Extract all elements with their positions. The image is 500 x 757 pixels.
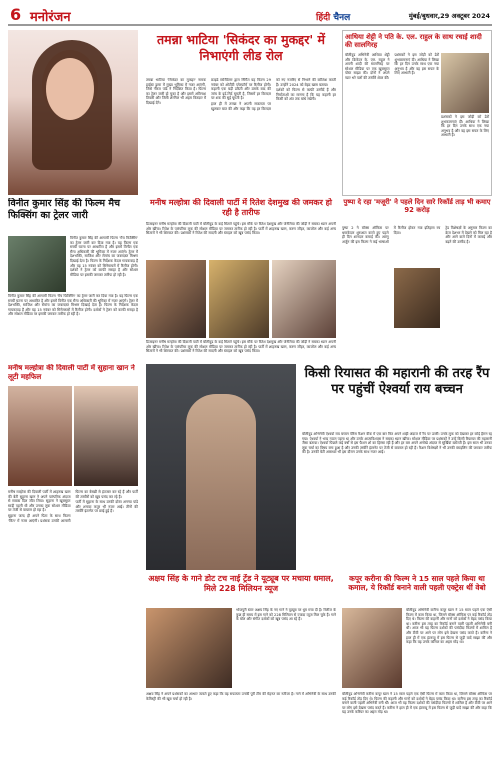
vinit-box	[8, 198, 138, 362]
athiya-box	[342, 30, 492, 196]
kapoor-headline: कपूर करीना की फिल्म ने 15 साल पहले किया था कमाल, ये रिकॉर्ड बनाने वाली पहली एक्ट्रेस थीं वेबो	[348, 574, 486, 592]
vinit-body: विनीत कुमार सिंह की आगामी फिल्म 'मैच फिक्सिंग' का ट्रेलर जारी कर दिया गया है। यह फिल्म एक सच्ची घटना पर आधारित है और इसमें विनीत एक सैन्य अधिकारी की भूमिका में नजर आएंगे। ट्रेलर में देशभक्ति, साजिश और रोमांच का जबरदस्त मिश्रण दिखाई देता है। फिल्म के निर्देशक केदार गायकवाड़ हैं और यह 15 नवंबर को सिनेमाघरों में रिलीज होगी। दर्शकों ने ट्रेलर को काफी सराहा है और सोशल मीडिया पर इसकी जमकर तारीफ हो रही है।	[70, 236, 138, 277]
manish-body-cont: डिजाइनर मनीष मल्होत्रा की दिवाली पार्टी में बॉलीवुड के कई सितारे पहुंचे। इस मौके पर रितेश देशमुख और जेनेलिया की जोड़ी ने सबका ध्यान अपनी ओर खींचा। रितेश के पारंपरिक लुक की सोशल मीडिया पर जमकर तारीफ हो रही है। पार्टी में शाहरुख खान, करण जौहर, काजोल और कई अन्य सितारों ने भी शिरकत की। प्रशंसकों ने रितेश की सादगी और स्टाइल को खूब पसंद किया।	[146, 340, 336, 354]
suhana-headline: मनीष मल्होत्रा की दिवाली पार्टी में सुहाना खान ने लूटी महफिल	[8, 364, 135, 381]
tamanna-body-p1: तमन्ना भाटिया 'सिकंदर का मुकद्दर' नामक हाईस्ट ड्रामा में मुख्य भूमिका में नजर आएंगी, जिसे नीरज पांडे ने निर्देशित किया है। फिल्म का ट्रेलर जारी हो चुका है और इसमें अविनाश तिवारी और जिमी शेरगिल भी अहम किरदार में दिखाई देंगे।	[146, 78, 206, 105]
suhana-body-p3: पार्टी में सुहाना के साथ उनकी दोस्त अनन्या पांडे और शनाया कपूर भी नजर आईं। तीनों की तस्वीरें इंटरनेट पर छाई हुई हैं।	[75, 500, 138, 514]
manish-photo-2	[209, 260, 269, 338]
athiya-body-p1: बॉलीवुड अभिनेत्री आथिया शेट्टी और क्रिकेटर के. एल. राहुल ने अपनी शादी की सालगिरह पर सोशल मीडिया पर एक खूबसूरत पोस्ट साझा की। दोनों ने अपने प्यार भरे पलों की तस्वीरें शेयर कीं।	[345, 53, 390, 80]
tamanna-body-p3: हाल ही में तमन्ना ने अपनी सफलता पर खुलकर बात की और कहा कि वह हर किरदार को नए नजरिए से निभाने की कोशिश करती हैं। उन्होंने 2024 को बेहद खास बताया।	[211, 78, 336, 111]
suhana-body-p2: सुहाना जल्द ही अपने पिता के साथ फिल्म 'किंग' में नजर आएंगी। प्रशंसक उनकी आगामी फिल्म का बेसब्री से इंतजार कर रहे हैं और पार्टी की तस्वीरों को खूब पसंद कर रहे हैं।	[8, 490, 138, 523]
suhana-box	[8, 364, 138, 752]
vinit-body-cont: विनीत कुमार सिंह की आगामी फिल्म 'मैच फिक्सिंग' का ट्रेलर जारी कर दिया गया है। यह फिल्म एक सच्ची घटना पर आधारित है और इसमें विनीत एक सैन्य अधिकारी की भूमिका में नजर आएंगे। ट्रेलर में देशभक्ति, साजिश और रोमांच का जबरदस्त मिश्रण दिखाई देता है। फिल्म के निर्देशक केदार गायकवाड़ हैं और यह 15 नवंबर को सिनेमाघरों में रिलीज होगी। दर्शकों ने ट्रेलर को काफी सराहा है और सोशल मीडिया पर इसकी जमकर तारीफ हो रही है।	[8, 294, 138, 317]
akshay-photo	[146, 608, 232, 688]
suhana-body	[8, 490, 138, 752]
aishwarya-photo-figure	[186, 394, 256, 570]
tamanna-body-p2: फ्राइडे स्टोरीटेलर द्वारा निर्मित यह फिल्म 29 नवंबर को ओटीटी प्लेटफॉर्म पर रिलीज होगी। कहानी एक बड़ी डकैती और उसके बाद की जांच के इर्द-गिर्द घूमती है, जिसमें हर किरदार पर शक की सुई घूमती है।	[211, 78, 271, 101]
manish-headline: मनीष मल्होत्रा की दिवाली पार्टी में रितेश देशमुख की जमकर हो रही है तारीफ	[150, 198, 332, 217]
manish-box	[146, 198, 336, 362]
page-header	[8, 4, 492, 26]
pushpa-headline: पुष्पा दे रहा 'मजूरी' ने पहले दिन सारे रिकॉर्ड ताड़ भी कमाए 92 करोड़	[343, 198, 491, 215]
kapoor-photo	[342, 608, 402, 688]
athiya-body-extra	[441, 115, 489, 195]
athiya-body	[345, 53, 439, 195]
athiya-photo	[441, 53, 489, 113]
tamanna-body-p4: दर्शकों को फिल्म से काफी उम्मीदें हैं और निर्माताओं का मानना है कि यह कहानी हर किसी को अंत तक बांधे रखेगी।	[276, 88, 336, 102]
manish-photo-1	[146, 260, 206, 338]
suhana-body-p1: मनीष मल्होत्रा की दिवाली पार्टी में शाहरुख खान की बेटी सुहाना खान ने अपने पारंपरिक अंदाज से सबका दिल जीत लिया। सुहाना ने खूबसूरत साड़ी पहनी थी और उनका लुक सोशल मीडिया पर तेजी से वायरल हो रहा है।	[8, 490, 71, 513]
kapoor-box	[342, 574, 492, 752]
manish-body: डिजाइनर मनीष मल्होत्रा की दिवाली पार्टी में बॉलीवुड के कई सितारे पहुंचे। इस मौके पर रितेश देशमुख और जेनेलिया की जोड़ी ने सबका ध्यान अपनी ओर खींचा। रितेश के पारंपरिक लुक की सोशल मीडिया पर जमकर तारीफ हो रही है। पार्टी में शाहरुख खान, करण जौहर, काजोल और कई अन्य सितारों ने भी शिरकत की। प्रशंसकों ने रितेश की सादगी और स्टाइल को खूब पसंद किया।	[146, 222, 336, 236]
akshay-box	[146, 574, 336, 752]
akshay-body-1: भोजपुरी स्टार अक्षय सिंह के नए गाने ने यूट्यूब पर धूम मचा दी है। रिलीज के कुछ ही समय में इस गाने को 228 मिलियन से ज्यादा व्यूज मिल चुके हैं। गाने के बोल और संगीत दर्शकों को खूब पसंद आ रहे हैं।	[236, 608, 336, 622]
aishwarya-body: बॉलीवुड अभिनेत्री ऐश्वर्या राय बच्चन पेरिस फैशन वीक में एक बार फिर अपने शाही अंदाज में रैंप पर उतरीं। उनके लुक को देखकर हर कोई हैरान रह गया। ऐश्वर्या ने भव्य गाउन पहना था और उनके आत्मविश्वास ने सबका ध्यान खींचा। सोशल मीडिया पर प्रशंसकों ने उन्हें किसी रियासत की महारानी जैसा बताया। ऐश्वर्या पिछले कई वर्षों से इस फैशन शो का हिस्सा रही हैं और हर बार अपने अनोखे अंदाज से सुर्खियां बटोरती हैं। इस साल भी उनका लुक चर्चा का विषय बना हुआ है और उनकी तस्वीरें इंटरनेट पर तेजी से वायरल हो रही हैं। फैशन विशेषज्ञों ने भी उनकी स्टाइलिंग की जमकर तारीफ की है। उनकी बेटी आराध्या भी इस दौरान उनके साथ नजर आईं।	[302, 432, 492, 455]
tamanna-photo-face-front	[46, 58, 94, 120]
tamanna-photo	[8, 30, 138, 195]
aishwarya-photo	[146, 364, 296, 570]
aishwarya-box	[146, 364, 492, 570]
header-date: मुंबई/बुधवार,29 अक्टूबर 2024	[408, 12, 490, 20]
athiya-body-extra-p: प्रशंसकों ने इस जोड़ी को ढेरों शुभकामनाएं दीं। आथिया ने लिखा कि हर दिन उनके साथ एक नया अनुभव है और वह इस सफर के लिए आभारी हैं।	[441, 115, 489, 138]
suhana-photo-2	[74, 386, 138, 486]
pushpa-body-p1: पुष्पा 2 ने बॉक्स ऑफिस पर धमाकेदार शुरुआत करते हुए पहले ही दिन शानदार कमाई की। अल्लू अर्जुन की इस फिल्म ने कई भाषाओं में रिलीज होकर नया इतिहास रच दिया।	[342, 226, 441, 244]
brand-logo-name: चैनल	[330, 13, 351, 23]
kapoor-body-cont: बॉलीवुड अभिनेत्री करीना कपूर खान ने 15 साल पहले एक ऐसी फिल्म में काम किया था, जिसने बॉक्स ऑफिस पर कई रिकॉर्ड तोड़ दिए थे। फिल्म की कहानी और गानों को दर्शकों ने बेहद पसंद किया था। करीना इस तरह का रिकॉर्ड बनाने वाली पहली अभिनेत्री बनी थीं। आज भी यह फिल्म दर्शकों की पसंदीदा फिल्मों में शामिल है और टीवी पर आने पर लोग इसे देखना पसंद करते हैं। करीना ने हाल ही में एक इंटरव्यू में इस फिल्म से जुड़ी यादें साझा कीं और कहा कि यह उनके करियर का अहम मोड़ था।	[342, 692, 492, 715]
brand-logo	[316, 10, 350, 23]
aishwarya-headline: किसी रियासत की महारानी की तरह रैंप पर पहुंचीं ऐश्वर्या राय बच्चन	[304, 366, 490, 397]
tamanna-body	[146, 78, 336, 196]
vinit-headline: विनीत कुमार सिंह की फिल्म मैच फिक्सिंग का ट्रेलर जारी	[8, 198, 121, 221]
kapoor-body: बॉलीवुड अभिनेत्री करीना कपूर खान ने 15 साल पहले एक ऐसी फिल्म में काम किया था, जिसने बॉक्स ऑफिस पर कई रिकॉर्ड तोड़ दिए थे। फिल्म की कहानी और गानों को दर्शकों ने बेहद पसंद किया था। करीना इस तरह का रिकॉर्ड बनाने वाली पहली अभिनेत्री बनी थीं। आज भी यह फिल्म दर्शकों की पसंदीदा फिल्मों में शामिल है और टीवी पर आने पर लोग इसे देखना पसंद करते हैं। करीना ने हाल ही में एक इंटरव्यू में इस फिल्म से जुड़ी यादें साझा कीं और कहा कि यह उनके करियर का अहम मोड़ था।	[406, 608, 492, 645]
athiya-headline: आथिया शेट्टी ने पति के. एल. राहुल के साथ रचाई शादी की सालगिरह	[345, 33, 482, 50]
akshay-body-2: अक्षय सिंह ने अपने प्रशंसकों का आभार जताते हुए कहा कि यह सफलता उनकी पूरी टीम की मेहनत का नतीजा है। गाने में अभिनेत्री के साथ उनकी केमिस्ट्री की भी खूब चर्चा हो रही है।	[146, 692, 336, 701]
pushpa-body-p2: ट्रेड विशेषज्ञों के अनुसार फिल्म का क्रेज देशभर में देखने को मिल रहा है और आने वाले दिनों में कमाई और बढ़ने की उम्मीद है।	[445, 226, 492, 244]
vinit-photo	[8, 236, 66, 292]
suhana-photo-1	[8, 386, 72, 486]
brand-logo-accent: हिंदी	[316, 13, 331, 23]
manish-photo-3	[272, 260, 336, 338]
tamanna-headline: तमन्ना भाटिया 'सिकंदर का मुकद्दर' में निभाएंगी लीड रोल	[156, 32, 325, 63]
section-title: मनोरंजन	[30, 10, 71, 25]
pushpa-photo	[394, 268, 440, 328]
page-number: 6	[10, 5, 22, 24]
athiya-body-p2: प्रशंसकों ने इस जोड़ी को ढेरों शुभकामनाएं दीं। आथिया ने लिखा कि हर दिन उनके साथ एक नया अनुभव है और वह इस सफर के लिए आभारी हैं।	[394, 53, 439, 76]
pushpa-box	[342, 198, 492, 360]
akshay-headline: अक्षय सिंह के गाने डोट टच नाई ट्रेंड ने यूट्यूब पर मचाया धमाल, मिले 228 मिलियन व्यूज	[148, 574, 334, 593]
